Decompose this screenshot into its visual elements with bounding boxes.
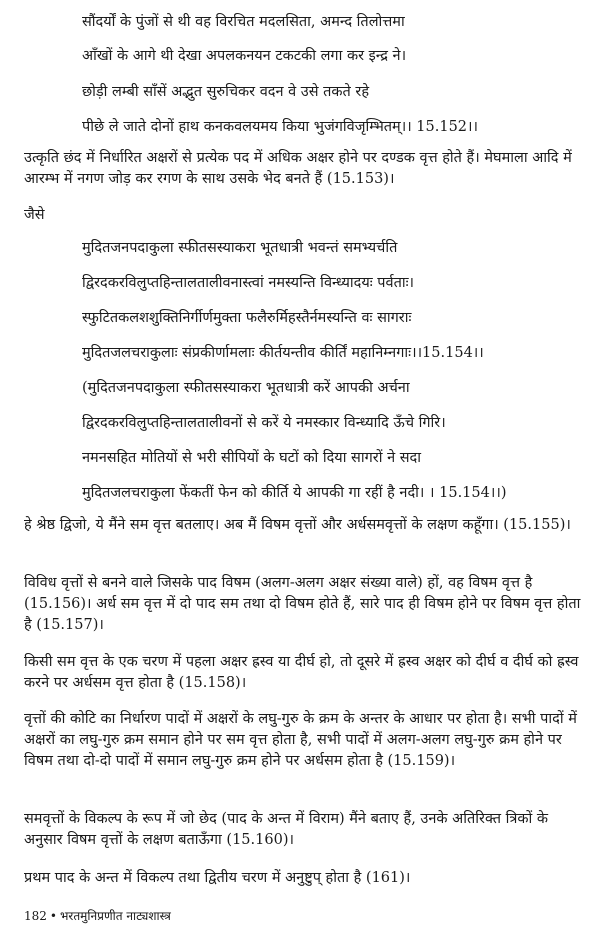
paragraph-sama-vritta: हे श्रेष्ठ द्विजो, ये मैंने सम वृत्त बतलाए। अब मैं विषम वृत्तों और अर्धसमवृत्तों के लक्षण कहूँगा। (15.155)।	[24, 517, 571, 533]
verse-line: मुदितजलचराकुलाः संप्रकीर्णामलाः कीर्तयन्तीव कीर्तिं महानिम्नगाः।।15.154।।	[82, 345, 484, 361]
verse-line: नमनसहित मोतियों से भरी सीपियों के घटों को दिया सागरों ने सदा	[82, 450, 421, 466]
verse-line: आँखों के आगे थी देखा अपलकनयन टकटकी लगा कर इन्द्र ने।	[82, 48, 407, 64]
paragraph-ardhasama: किसी सम वृत्त के एक चरण में पहला अक्षर ह्रस्व या दीर्घ हो, तो दूसरे में ह्रस्व अक्षर को दीर्घ व दीर्घ को ह्रस्व करने पर अर्धसम वृत्त होता है (15.158)।	[24, 654, 579, 691]
book-title: भरतमुनिप्रणीत नाट्यशास्त्र	[59, 909, 171, 923]
verse-line: स्फुटितकलशशुक्तिनिर्गीर्णमुक्ता फलैरुर्मिहस्तैर्नमस्यन्ति वः सागराः	[82, 310, 412, 326]
verse-line: द्विरदकरविलुप्तहिन्तालतालीवनास्त्वां नमस्यन्ति विन्ध्यादयः पर्वताः।	[82, 275, 415, 291]
page-number: 182	[24, 909, 47, 923]
verse-line: मुदितजनपदाकुला स्फीतसस्याकरा भूतधात्री भवन्तं समभ्यर्चति	[82, 240, 398, 256]
paragraph-anushtup: प्रथम पाद के अन्त में विकल्प तथा द्वितीय चरण में अनुष्टुप् होता है (161)।	[24, 870, 411, 886]
verse-line: (मुदितजनपदाकुला स्फीतसस्याकरा भूतधात्री करें आपकी अर्चना	[82, 380, 410, 396]
verse-line: मुदितजलचराकुला फेंकतीं फेन को कीर्ति ये आपकी गा रहीं है नदी। । 15.154।।)	[82, 485, 507, 501]
paragraph-vishama-vritta: विविध वृत्तों से बनने वाले जिसके पाद विषम (अलग-अलग अक्षर संख्या वाले) हों, वह विषम वृत्त है (15.156)। अर्ध सम वृत्त में दो पाद सम तथा दो विषम होते हैं, सारे पाद ही विषम होने पर विषम वृत्त होता है (15.157)।	[24, 575, 581, 633]
paragraph-dandaka: उत्कृति छंद में निर्धारित अक्षरों से प्रत्येक पद में अधिक अक्षर होने पर दण्डक वृत्त होते हैं। मेघमाला आदि में आरम्भ में नगण जोड़ कर रगण के साथ उसके भेद बनते हैं (15.153)।	[24, 150, 572, 187]
verse-line: द्विरदकरविलुप्तहिन्तालतालीवनों से करें ये नमस्कार विन्ध्यादि ऊँचे गिरि।	[82, 415, 446, 431]
paragraph-laghu-guru: वृत्तों की कोटि का निर्धारण पादों में अक्षरों के लघु-गुरु के क्रम के अन्तर के आधार पर होता है। सभी पादों में अक्षरों का लघु-गुरु क्रम समान होने पर सम वृत्त होता है, सभी पादों में अलग-अलग लघु-गुरु क्रम होने पर विषम तथा दो-दो पादों में समान लघु-गुरु क्रम होने पर अर्धसम होता है (15.159)।	[24, 711, 577, 769]
paragraph-chheda: समवृत्तों के विकल्प के रूप में जो छेद (पाद के अन्त में विराम) मैंने बताए हैं, उनके अतिरिक्त त्रिकों के अनुसार विषम वृत्तों के लक्षण बताऊँगा (15.160)।	[24, 811, 548, 848]
page-footer	[24, 908, 171, 924]
footer-separator: •	[49, 909, 57, 923]
verse-line: पीछे ले जाते दोनों हाथ कनकवलयमय किया भुजंगविजृम्भितम्।। 15.152।।	[82, 119, 479, 135]
verse-line: सौंदर्यों के पुंजों से थी वह विरचित मदलसिता, अमन्द तिलोत्तमा	[82, 14, 405, 30]
verse-line: छोड़ी लम्बी साँसें अद्भुत सुरुचिकर वदन वे उसे तकते रहे	[82, 84, 370, 100]
example-label: जैसे	[24, 207, 45, 223]
